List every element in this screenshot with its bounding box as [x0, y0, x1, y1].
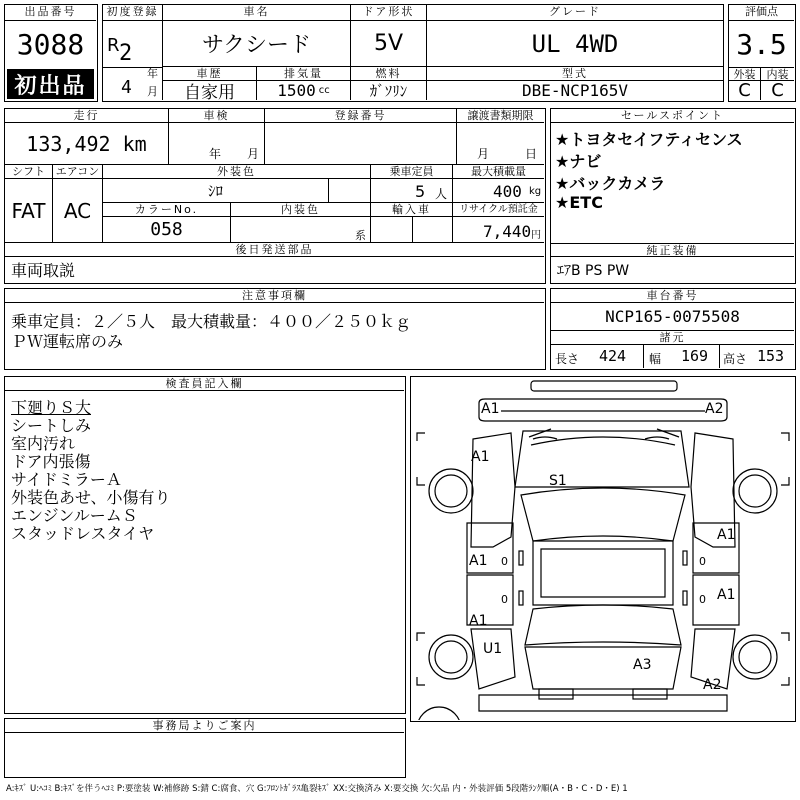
displacement: 1500: [277, 81, 316, 100]
inspector-line-7: エンジンルームＳ: [11, 506, 138, 525]
first-reg-cell: [103, 21, 163, 100]
genuine-equipment: ｴｱB PS PW: [557, 262, 630, 279]
lot-number: 3088: [16, 27, 85, 61]
car-name: サクシード: [163, 21, 351, 67]
zero-door-fl: 0: [501, 555, 508, 568]
ext-color-extra: [329, 179, 371, 203]
displacement-label: 排気量: [257, 67, 351, 81]
reg-no-label: 登録番号: [265, 109, 457, 123]
ext-color: ｼﾛ: [103, 179, 329, 203]
score-label: 評価点: [729, 5, 794, 21]
height: 153: [757, 347, 785, 365]
vehicle-header-box: [102, 4, 724, 102]
aircon-label: エアコン: [53, 165, 103, 179]
shift: FAT: [5, 179, 53, 243]
inspector-line-5: サイドミラーＡ: [11, 470, 122, 489]
year-unit: 年: [147, 67, 158, 80]
exterior-grade: C: [729, 81, 761, 100]
inspection-cell: [169, 123, 265, 165]
specs-divider-1: [643, 345, 644, 368]
import-cell: [371, 217, 413, 243]
lot-number-box: [4, 4, 98, 102]
inspector-label: 検査員記入欄: [5, 377, 404, 391]
reg-no-cell: [265, 123, 457, 165]
recycle: 7,440: [483, 222, 532, 241]
era: R: [107, 35, 120, 56]
inspection-label: 車検: [169, 109, 265, 123]
mark-fender-left: A1: [471, 449, 490, 465]
mileage-label: 走行: [5, 109, 169, 123]
capacity-unit: 人: [435, 187, 448, 201]
first-reg-divider: [103, 67, 163, 68]
reg-month: 4: [121, 77, 132, 98]
interior-grade: C: [771, 81, 784, 100]
selling-point-3: ★バックカメラ: [555, 174, 666, 193]
chassis-label: 車台番号: [551, 289, 794, 303]
first-reg-label: 初度登録: [103, 5, 163, 21]
fuel-label: 燃料: [351, 67, 427, 81]
mark-door-fr: A1: [717, 527, 736, 543]
chassis-number: NCP165-0075508: [551, 303, 794, 331]
length-label: 長さ: [555, 352, 580, 366]
car-history: 自家用: [163, 81, 257, 100]
car-name-label: 車名: [163, 5, 351, 21]
car-history-label: 車歴: [163, 67, 257, 81]
notes-label: 注意事項欄: [5, 289, 544, 303]
mark-rear-right: A2: [703, 677, 722, 693]
inspector-line-1: 下廻りＳ大: [11, 398, 92, 417]
max-load-label: 最大積載量: [453, 165, 544, 179]
reg-year: 2: [119, 41, 133, 66]
first-listing-badge: 初出品: [7, 69, 94, 99]
mark-front-right: A2: [705, 401, 724, 417]
ext-color-label: 外装色: [103, 165, 371, 179]
later-parts: 車両取説: [11, 261, 76, 280]
recycle-cell: [453, 217, 544, 243]
selling-points-box: [550, 108, 796, 284]
mark-door-rr: A1: [717, 587, 736, 603]
vehicle-details-box: [4, 108, 546, 284]
inspector-line-3: 室内汚れ: [11, 434, 76, 453]
damage-diagram-box: [410, 376, 796, 722]
capacity-label: 乗車定員: [371, 165, 453, 179]
score-box: [728, 4, 796, 102]
specs-label: 諸元: [551, 331, 794, 345]
inspector-line-6: 外装色あせ、小傷有り: [11, 488, 171, 507]
transfer-label: 譲渡書類期限: [457, 109, 544, 123]
int-color-unit: 系: [355, 229, 366, 242]
color-no-label: カラーNo.: [103, 203, 231, 217]
max-load-cell: [453, 179, 544, 203]
selling-point-1: ★トヨタセイフティセンス: [555, 130, 743, 149]
specs-divider-2: [719, 345, 720, 368]
legend-footer: A:ｷｽﾞ U:ﾍｺﾐ B:ｷｽﾞを伴うﾍｺﾐ P:要塗装 W:補修跡 S:錆 C:腐食、穴 G:ﾌﾛﾝﾄｶﾞﾗｽ亀裂ｷｽﾞ XX:交換済み X:要交換 欠:欠品 内・外装評価 5段階ﾗﾝｸ順(A・B・C・D・E) 1: [6, 784, 628, 794]
selling-points-label: セールスポイント: [551, 109, 794, 123]
width-label: 幅: [649, 352, 662, 366]
width: 169: [681, 347, 709, 365]
zero-door-fr: 0: [699, 555, 706, 568]
max-load: 400: [493, 182, 522, 201]
recycle-unit: 円: [531, 230, 541, 241]
mark-door-rl: A1: [469, 613, 488, 629]
specs-row: [551, 345, 794, 368]
zero-door-rr: 0: [699, 593, 706, 606]
office-label: 事務局よりご案内: [5, 719, 404, 733]
lot-number-label: 出品番号: [5, 5, 96, 21]
mark-hatch: A3: [633, 657, 652, 673]
month-unit: 月: [147, 85, 158, 98]
import-cell-2: [413, 217, 453, 243]
selling-point-2: ★ナビ: [555, 152, 602, 171]
transfer-cell: [457, 123, 544, 165]
import-label: 輸入車: [371, 203, 453, 217]
capacity-cell: [371, 179, 453, 203]
grade: UL 4WD: [427, 21, 723, 67]
mileage: 133,492 km: [5, 123, 169, 165]
inspection-month-unit: 月: [247, 147, 260, 161]
int-color-label: 内装色: [231, 203, 371, 217]
transfer-day-unit: 日: [525, 147, 538, 161]
selling-point-4: ★ETC: [555, 193, 603, 212]
fuel: ｶﾞｿﾘﾝ: [351, 81, 427, 100]
shift-label: シフト: [5, 165, 53, 179]
aircon: AC: [53, 179, 103, 243]
max-load-unit: kg: [529, 186, 542, 197]
inspector-line-8: スタッドレスタイヤ: [11, 524, 155, 543]
chassis-box: [550, 288, 796, 370]
office-box: [4, 718, 406, 778]
notes-box: [4, 288, 546, 370]
recycle-label: リサイクル預託金: [453, 203, 544, 217]
length: 424: [599, 347, 627, 365]
mark-roof: S1: [549, 473, 567, 489]
displacement-cell: [257, 81, 351, 100]
inspector-line-4: ドア内張傷: [11, 452, 91, 471]
height-label: 高さ: [723, 352, 748, 366]
mark-door-fl: A1: [469, 553, 488, 569]
zero-door-rl: 0: [501, 593, 508, 606]
later-parts-label: 後日発送部品: [5, 243, 544, 257]
mark-rear-fender-left: U1: [483, 641, 503, 657]
inspector-box: [4, 376, 406, 714]
model-label: 型式: [427, 67, 723, 81]
notes-line-1: 乗車定員：２／５人 最大積載量：４００／２５０ｋｇ: [11, 312, 412, 331]
car-diagram: [411, 377, 794, 720]
inspector-line-2: シートしみ: [11, 416, 92, 435]
notes-line-2: ＰＷ運転席のみ: [11, 332, 124, 351]
mark-front-left: A1: [481, 401, 500, 417]
transfer-month-unit: 月: [477, 147, 490, 161]
exterior-label: 外装: [729, 67, 761, 81]
displacement-unit: cc: [318, 85, 330, 96]
color-no: 058: [103, 217, 231, 243]
score: 3.5: [736, 27, 787, 61]
int-color-cell: [231, 217, 371, 243]
inspection-year-unit: 年: [209, 147, 222, 161]
door-label: ドア形状: [351, 5, 427, 21]
capacity: 5: [415, 182, 426, 201]
interior-label: 内装: [761, 67, 794, 81]
grade-label: グレード: [427, 5, 723, 21]
model: DBE-NCP165V: [522, 81, 628, 100]
genuine-label: 純正装備: [551, 243, 794, 257]
door-type: 5V: [351, 21, 427, 67]
